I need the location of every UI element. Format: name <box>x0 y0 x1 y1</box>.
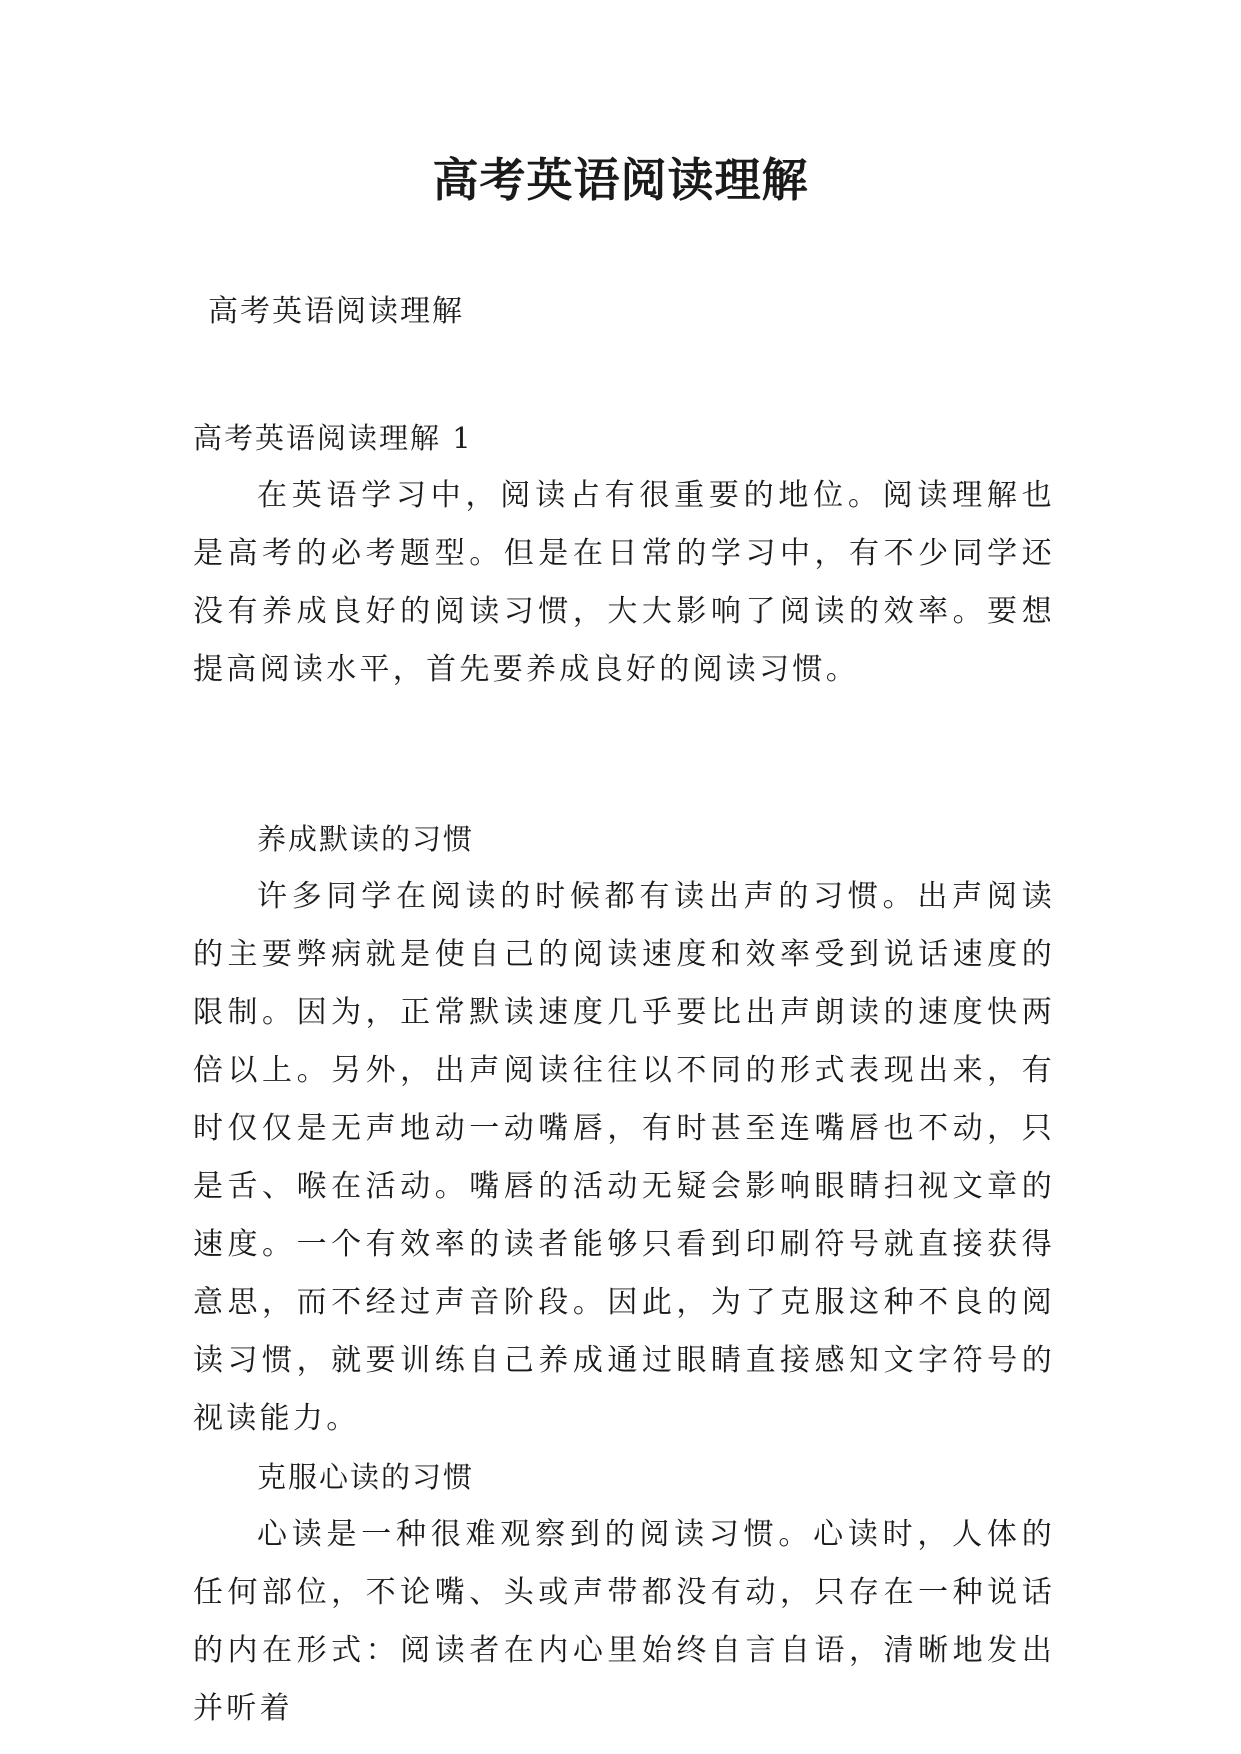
habit1-paragraph: 许多同学在阅读的时候都有读出声的习惯。出声阅读的主要弊病就是使自己的阅读速度和效率受到说话速度的限制。因为，正常默读速度几乎要比出声朗读的速度快两倍以上。另外，出声阅读往往以不同的形式表现出来，有时仅仅是无声地动一动嘴唇，有时甚至连嘴唇也不动，只是舌、喉在活动。嘴唇的活动无疑会影响眼睛扫视文章的速度。一个有效率的读者能够只看到印刷符号就直接获得意思，而不经过声音阶段。因此，为了克服这种不良的阅读习惯，就要训练自己养成通过眼睛直接感知文字符号的视读能力。 <box>193 879 1055 1436</box>
paragraph-spacer <box>193 699 1055 810</box>
document-title: 高考英语阅读理解 <box>432 153 809 207</box>
intro-paragraph: 在英语学习中，阅读占有很重要的地位。阅读理解也是高考的必考题型。但是在日常的学习中，有不少同学还没有养成良好的阅读习惯，大大影响了阅读的效率。要想提高阅读水平，首先要养成良好的阅读习惯。 <box>193 478 1055 687</box>
habit2-heading: 克服心读的习惯 <box>257 1460 475 1494</box>
document-body <box>193 409 1055 1738</box>
habit1-heading: 养成默读的习惯 <box>257 822 475 856</box>
habit2-paragraph: 心读是一种很难观察到的阅读习惯。心读时，人体的任何部位，不论嘴、头或声带都没有动，只存在一种说话的内在形式：阅读者在内心里始终自言自语，清晰地发出并听着 <box>193 1517 1055 1726</box>
section-heading: 高考英语阅读理解 1 <box>193 421 473 455</box>
document-subtitle: 高考英语阅读理解 <box>208 294 464 329</box>
